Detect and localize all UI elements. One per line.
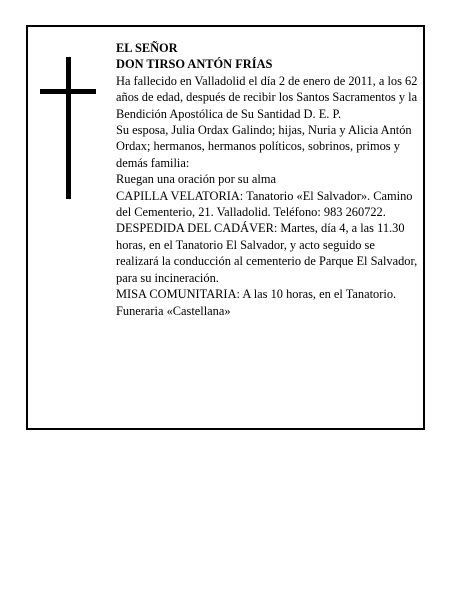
death-announcement: Ha fallecido en Valladolid el día 2 de enero de 2011, a los 62 años de edad, después de recibir los Santos Sacramentos y la Bendición Apostólica de Su Santidad D. E. P. xyxy=(116,73,418,121)
deceased-name: DON TIRSO ANTÓN FRÍAS xyxy=(116,57,273,72)
mass-info: MISA COMUNITARIA: A las 10 horas, en el Tanatorio. xyxy=(116,287,397,302)
family-members: Su esposa, Julia Ordax Galindo; hijas, Nuria y Alicia Antón Ordax; hermanos, hermanos políticos, sobrinos, primos y demás familia: xyxy=(116,123,412,170)
cross-vertical-bar xyxy=(66,57,71,199)
prayer-request: Ruegan una oración por su alma xyxy=(116,172,276,187)
obituary-text xyxy=(116,40,418,319)
cross-horizontal-bar xyxy=(40,89,96,94)
funeral-home: Funeraria «Castellana» xyxy=(116,303,231,318)
funeral-chapel-info: CAPILLA VELATORIA: Tanatorio «El Salvador». Camino del Cementerio, 21. Valladolid. Teléfono: 983 260722. xyxy=(116,188,413,220)
latin-cross-icon xyxy=(40,57,96,199)
title-line-1: EL SEÑOR xyxy=(116,41,178,55)
obituary-notice-frame xyxy=(26,25,425,430)
farewell-info: DESPEDIDA DEL CADÁVER: Martes, día 4, a las 11.30 horas, en el Tanatorio El Salvador, y acto seguido se realizará la conducción al cementerio de Parque El Salvador, para su incineración. xyxy=(116,221,418,285)
